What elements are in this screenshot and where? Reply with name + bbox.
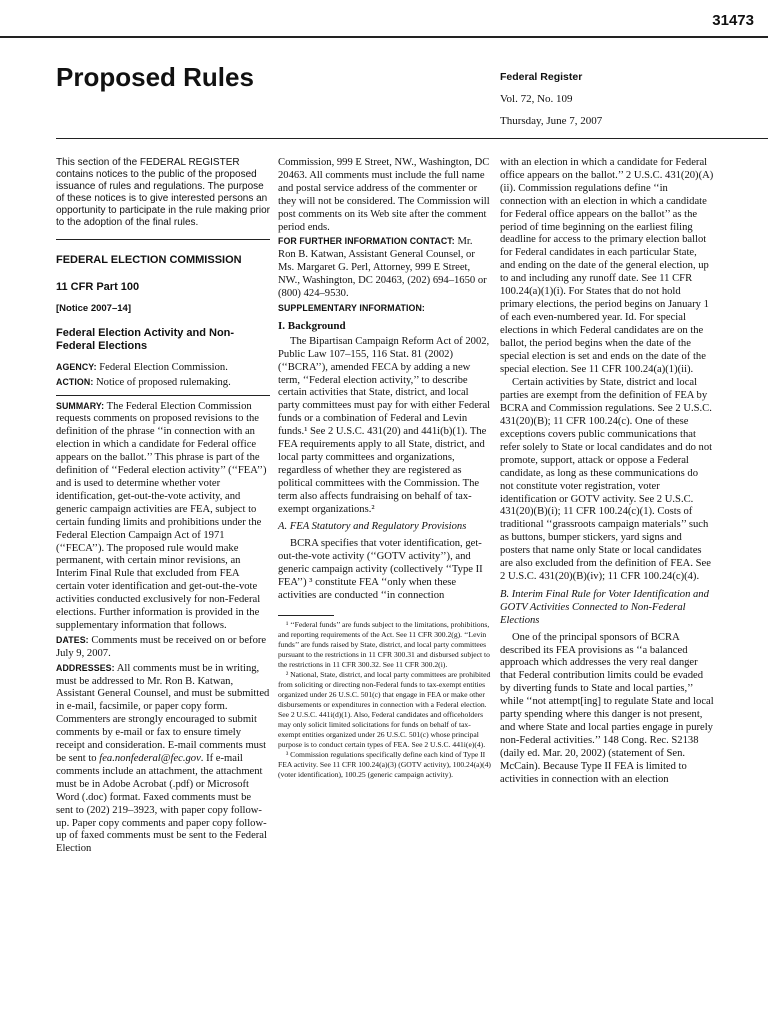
section-title: Proposed Rules: [56, 62, 254, 92]
section-intro: This section of the FEDERAL REGISTER contains notices to the public of the proposed issuance of rules and regulations. The purpose of these notices is to give interested persons an opportunity to participate in the rule making prior to the adoption of the final rules.: [56, 157, 271, 228]
action-line: [56, 376, 270, 390]
supplementary-label-line: [278, 302, 492, 316]
addresses-text-cont: . If e-mail comments include an attachment, the attachment must be in Adobe Acrobat (.pdf) or Microsoft Word (.doc) format. Faxed comments must be sent to (202) 219–3923, with paper copy follow-up. Paper copy comments and paper copy follow-up of faxed comments must be sent to the Federal Election: [56, 753, 267, 855]
footnote-2: ² National, State, district, and local party committees are prohibited from soliciting or directing non-Federal funds to tax-exempt entities organized under 26 U.S.C. 501(c) that engage in FEA or make other disbursements or expenditures in connection with a Federal election. See 2 U.S.C. 441i(d)(1). Also, Federal candidates and officeholders may only solicit limited solicitations for funds on behalf of tax-exempt entities organized under 26 U.S.C. 501(c) whose principal purpose is to conduct certain types of FEA. See 2 U.S.C. 441i(e)(4).: [278, 669, 491, 749]
notice-number: [Notice 2007–14]: [56, 302, 131, 314]
contact-paragraph: [278, 235, 492, 301]
agency-heading: FEDERAL ELECTION COMMISSION: [56, 254, 242, 266]
agency-line: [56, 361, 270, 375]
contact-label: FOR FURTHER INFORMATION CONTACT:: [278, 236, 455, 247]
dates-paragraph: [56, 634, 270, 661]
supplementary-label: SUPPLEMENTARY INFORMATION:: [278, 302, 425, 313]
journal-name: Federal Register: [500, 71, 583, 83]
top-rule: [0, 36, 768, 38]
summary-label: SUMMARY:: [56, 400, 105, 411]
addresses-label: ADDRESSES:: [56, 662, 115, 673]
cfr-part: 11 CFR Part 100: [56, 280, 140, 293]
right-paragraph-3: One of the principal sponsors of BCRA described its FEA provisions as ‘‘a balanced approach which addresses the very real danger that Federal contribution limits could be evaded by diverting funds to State and local parties,’’ while ‘‘not attempt[ing] to regulate State and local party spending where this danger is not present, and where State and local parties engage in purely non-Federal activities.’’ 148 Cong. Rec. S2138 (daily ed. Mar. 20, 2002) (statement of Sen. McCain). Because Type II FEA is limited to activities in connection with an election: [500, 631, 714, 785]
right-paragraph-1: with an election in which a candidate for Federal office appears on the ballot.’’ 2 U.S.C. 431(20)(A)(ii). Commission regulations define ‘‘in connection with an election in which a candidate for Federal office appears on the ballot’’ as the period of time beginning on the earliest filing deadline for access to the primary election ballot for Federal candidates in each particular State, and ending on the date of the general election, up to and including any runoff date. See 11 CFR 100.24(a)(1)(i). For States that do not hold primary elections, the period begins on January 1 of each even-numbered year. Id. For special elections in which Federal candidates are on the ballot, the period begins when the date of the special election is set and ends on the date of the special election. See 11 CFR 100.24(a)(1)(ii).: [500, 157, 714, 375]
page-number: 31473: [712, 12, 754, 29]
right-column: [500, 157, 714, 788]
header-rule: [56, 138, 768, 139]
issue-date: Thursday, June 7, 2007: [500, 115, 603, 127]
action-label: ACTION:: [56, 376, 94, 387]
middle-column: [278, 157, 492, 780]
background-heading: I. Background: [278, 319, 346, 332]
agency-text: Federal Election Commission.: [99, 361, 228, 373]
background-paragraph: The Bipartisan Campaign Reform Act of 2002, Public Law 107–155, 116 Stat. 81 (2002) (‘‘BCRA’’), amended FECA by adding a new term, ‘‘Federal election activity,’’ to describe certain activities that State, district, and local party committees must pay for with either Federal funds or a combination of Federal and Levin funds.¹ See 2 U.S.C. 431(20) and 441i(b)(1). The FEA requirements apply to all State, district, and local party committees and organizations, regardless of whether they are registered as political committees with the Commission. The term also affects fundraising on behalf of tax-exempt organizations.²: [278, 335, 491, 515]
dates-label: DATES:: [56, 634, 89, 645]
subheading-a: A. FEA Statutory and Regulatory Provisions: [278, 521, 467, 533]
left-column: [56, 157, 270, 857]
summary-paragraph: [56, 400, 270, 633]
contact-text: Mr. Ron B. Katwan, Assistant General Counsel, or Ms. Margaret G. Perl, Attorney, 999 E Street, NW., Washington, DC 20463, (202) 694–1650 or (800) 424–9530.: [278, 236, 487, 300]
footnote-3: ³ Commission regulations specifically define each kind of Type II FEA activity. See 11 CFR 100.24(a)(3) (GOTV activity), 100.24(a)(4) (voter identification), 100.25 (generic campaign activity).: [278, 749, 491, 779]
column-rule: [56, 239, 270, 240]
agency-label: AGENCY:: [56, 361, 97, 372]
masthead: [500, 70, 602, 128]
volume-number: Vol. 72, No. 109: [500, 93, 573, 105]
addresses-text: All comments must be in writing, must be addressed to Mr. Ron B. Katwan, Assistant General Counsel, and must be submitted in e-mail, facsimile, or paper copy form. Commenters are strongly encouraged to submit comments by e-mail or fax to ensure timely receipt and consideration. E-mail comments must be sent to: [56, 662, 270, 764]
fea-paragraph: BCRA specifies that voter identification, get-out-the-vote activity (‘‘GOTV activity’’), and generic campaign activity (collectively ‘‘Type II FEA’’) ³ constitute FEA ‘‘only when these activities are conducted ‘‘in connection: [278, 538, 483, 601]
footnote-rule: [278, 615, 334, 616]
footnote-1: ¹ ‘‘Federal funds’’ are funds subject to the limitations, prohibitions, and reporting requirements of the Act. See 11 CFR 300.2(g). ‘‘Levin funds’’ are funds raised by State, district, and local party committees pursuant to the restrictions in 11 CFR 300.31 and disbursed subject to the restrictions in 11 CFR 300.32. See 11 CFR 300.2(i).: [278, 619, 490, 669]
right-paragraph-2: Certain activities by State, district and local parties are exempt from the definition of FEA by BCRA and Commission regulations. See 2 U.S.C. 431(20)(B); 11 CFR 100.24(c). One of these exceptions covers public communications that refer solely to State or local candidates and do not promote, support, attack or oppose a Federal candidate, as long as these communications do not constitute voter registration, voter identification or GOTV activity. See 2 U.S.C. 431(20)(B)(i); 11 CFR 100.24(c)(1). Costs of traditional ‘‘grassroots campaign materials’’ such as buttons, bumper stickers, yard signs and posters that name only State or local candidates are also excluded from the definition of FEA. See 2 U.S.C. 431(20)(B)(iv); 11 CFR 100.24(c)(4).: [500, 377, 713, 582]
summary-text: The Federal Election Commission requests comments on proposed revisions to the definition of the phrase ‘‘in connection with an election in which a candidate for Federal office appears on the ballot.’’ This phrase is part of the definition of ‘‘Federal election activity’’ (‘‘FEA’’) and is used to determine whether voter identification, get-out-the-vote activity, and generic campaign activities are FEA, subject to certain funding limits and prohibitions under the Federal Election Campaign Act of 1971 (‘‘FECA’’). The proposed rule would make permanent, with certain minor revisions, an Interim Final Rule that excluded from FEA certain voter identification and get-out-the-vote activities conducted exclusively for non-Federal elections. Further information is provided in the supplementary information that follows.: [56, 400, 267, 631]
email-address: fea.nonfederal@fec.gov: [99, 753, 201, 764]
addresses-paragraph: [56, 662, 270, 857]
subheading-b: B. Interim Final Rule for Voter Identification and GOTV Activities Connected to Non-Federal Elections: [500, 588, 709, 626]
dates-text: Comments must be received on or before July 9, 2007.: [56, 634, 267, 659]
document-title: Federal Election Activity and Non-Federal Elections: [56, 326, 235, 352]
column-rule: [56, 395, 270, 396]
action-text: Notice of proposed rulemaking.: [96, 376, 231, 388]
addresses-continued: Commission, 999 E Street, NW., Washington, DC 20463. All comments must include the full name and postal service address of the commenter or they will not be considered. The Commission will post comments on its Web site after the comment period ends.: [278, 157, 490, 233]
